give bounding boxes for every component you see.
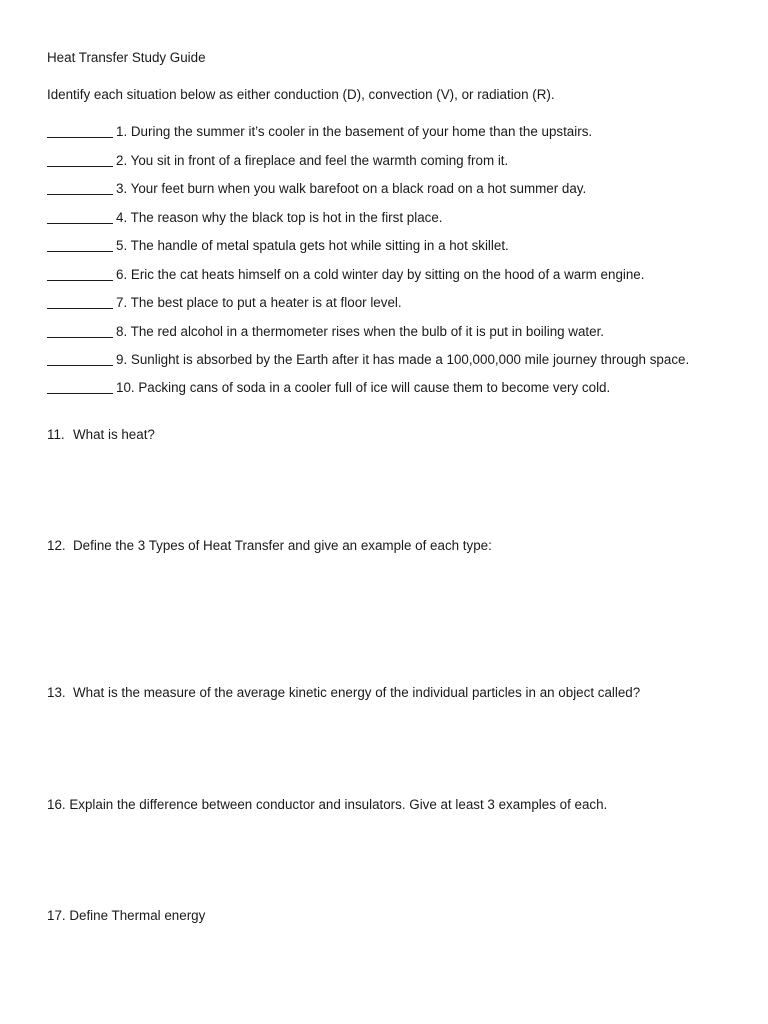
- item-text: 6. Eric the cat heats himself on a cold winter day by sitting on the hood of a warm engine.: [116, 267, 645, 282]
- question-12: [47, 537, 492, 555]
- answer-blank[interactable]: [47, 154, 113, 167]
- instructions-text: Identify each situation below as either conduction (D), convection (V), or radiation (R).: [47, 87, 555, 102]
- list-item: [47, 266, 644, 284]
- question-text: What is the measure of the average kinetic energy of the individual particles in an object called?: [73, 685, 641, 700]
- question-text: 16. Explain the difference between conductor and insulators. Give at least 3 examples of each.: [47, 797, 608, 812]
- question-16: [47, 796, 607, 814]
- list-item: [47, 379, 610, 397]
- item-text: 7. The best place to put a heater is at floor level.: [116, 295, 402, 310]
- question-number: 13.: [47, 685, 66, 700]
- list-item: [47, 180, 586, 198]
- item-text: 10. Packing cans of soda in a cooler full of ice will cause them to become very cold.: [116, 380, 611, 395]
- item-text: 4. The reason why the black top is hot in the first place.: [116, 210, 443, 225]
- item-text: 8. The red alcohol in a thermometer rises when the bulb of it is put in boiling water.: [116, 324, 605, 339]
- item-text: 1. During the summer it’s cooler in the basement of your home than the upstairs.: [116, 124, 593, 139]
- answer-blank[interactable]: [47, 296, 113, 309]
- list-item: [47, 323, 604, 341]
- question-text: Define the 3 Types of Heat Transfer and give an example of each type:: [73, 538, 492, 553]
- answer-blank[interactable]: [47, 182, 113, 195]
- list-item: [47, 152, 508, 170]
- item-text: 3. Your feet burn when you walk barefoot on a black road on a hot summer day.: [116, 181, 587, 196]
- list-item: [47, 237, 509, 255]
- question-17: [47, 907, 205, 925]
- answer-blank[interactable]: [47, 268, 113, 281]
- question-number: 11.: [47, 427, 65, 442]
- question-text: 17. Define Thermal energy: [47, 908, 206, 923]
- answer-blank[interactable]: [47, 353, 113, 366]
- item-text: 2. You sit in front of a fireplace and feel the warmth coming from it.: [116, 153, 509, 168]
- item-text: 5. The handle of metal spatula gets hot while sitting in a hot skillet.: [116, 238, 509, 253]
- list-item: [47, 294, 402, 312]
- question-text: What is heat?: [73, 427, 155, 442]
- document-title: Heat Transfer Study Guide: [47, 50, 206, 65]
- list-item: [47, 351, 689, 369]
- answer-blank[interactable]: [47, 325, 113, 338]
- item-text: 9. Sunlight is absorbed by the Earth after it has made a 100,000,000 mile journey through space.: [116, 352, 690, 367]
- list-item: [47, 209, 443, 227]
- question-number: 12.: [47, 538, 66, 553]
- question-11: [47, 426, 155, 444]
- answer-blank[interactable]: [47, 211, 113, 224]
- list-item: [47, 123, 592, 141]
- answer-blank[interactable]: [47, 381, 113, 394]
- answer-blank[interactable]: [47, 239, 113, 252]
- answer-blank[interactable]: [47, 125, 113, 138]
- question-13: [47, 684, 640, 702]
